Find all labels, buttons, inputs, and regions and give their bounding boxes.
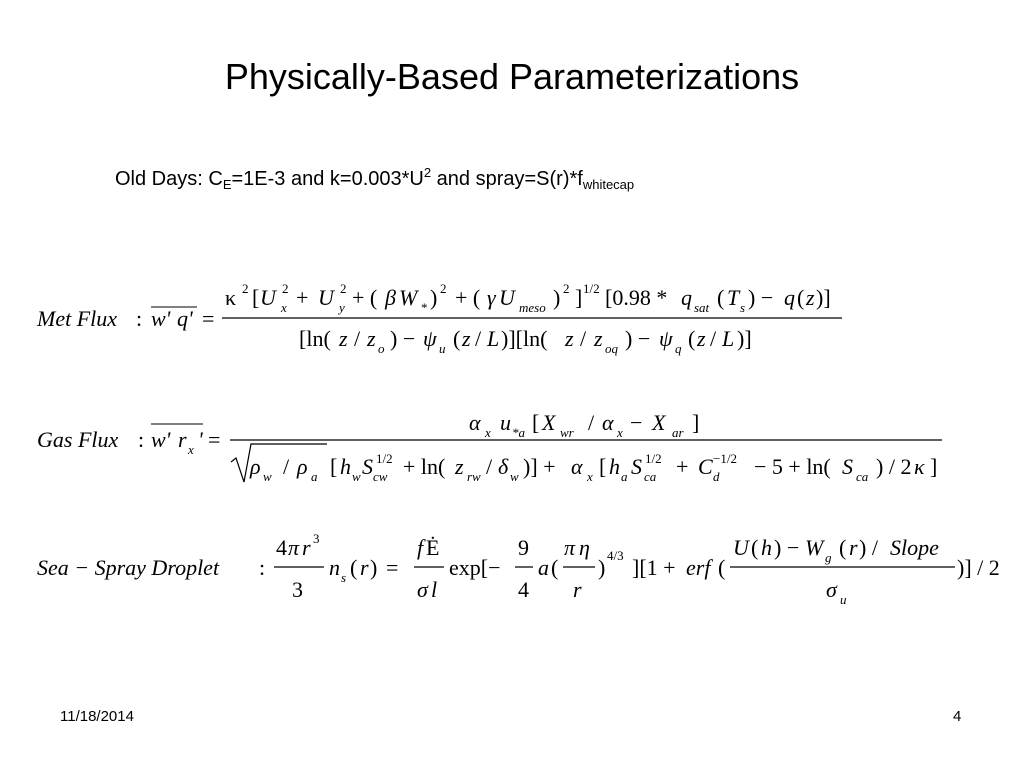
svg-text:/: / [486,454,493,479]
svg-text:exp[−: exp[− [449,555,501,580]
svg-text:): ) [370,555,378,580]
old-days-mid2: and spray=S(r)*f [431,168,583,190]
svg-text:1/2: 1/2 [376,451,393,466]
svg-text:/: / [283,454,290,479]
svg-text:3: 3 [313,531,320,546]
svg-text:π: π [288,535,300,560]
svg-text:2: 2 [282,281,289,296]
svg-text:a: a [621,469,628,484]
u-superscript: 2 [423,165,432,180]
svg-text:(: ( [751,535,759,560]
svg-text:z: z [565,326,574,351]
svg-text:4: 4 [276,535,287,560]
svg-text:=: = [386,555,399,580]
svg-text:): ) [430,285,438,310]
svg-text:sat: sat [694,300,710,315]
svg-text:w': w' [151,427,171,452]
svg-text:Ė: Ė [426,535,440,560]
svg-text:r: r [573,577,582,602]
svg-text:u: u [840,592,847,607]
svg-text:erf: erf [686,555,711,580]
svg-text:=: = [202,306,215,331]
svg-text:h: h [609,454,620,479]
svg-text:[: [ [599,454,607,479]
slide-title: Physically-Based Parameterizations [224,56,800,97]
svg-text:w': w' [151,306,171,331]
svg-text:): ) [553,285,561,310]
svg-text:3: 3 [292,577,303,602]
sea-spray-equation [0,520,1024,610]
svg-text:y: y [339,300,345,315]
svg-text:][1 +: ][1 + [632,555,676,580]
svg-text:o: o [378,341,385,356]
svg-text:*a: *a [512,425,525,440]
svg-text:/: / [710,326,717,351]
svg-text:) −: ) − [390,326,416,351]
svg-text:Gas Flux: Gas Flux [37,427,119,452]
svg-text:) −: ) − [625,326,651,351]
svg-text:z: z [462,326,471,351]
svg-text:δ: δ [498,454,509,479]
svg-text:wr: wr [560,425,574,440]
svg-text:ca: ca [644,469,657,484]
svg-text:(: ( [839,535,847,560]
svg-text:L: L [487,326,500,351]
svg-text:x: x [617,425,623,440]
old-days-prefix: Old Days: C [115,168,223,190]
svg-text:w: w [352,469,361,484]
svg-text:/: / [475,326,482,351]
svg-text:S: S [362,454,373,479]
svg-text:γ: γ [487,285,496,310]
old-days-mid1: =1E-3 and k=0.003*U [231,168,424,190]
svg-text:)] +: )] + [523,454,556,479]
svg-text:r: r [360,555,369,580]
svg-text:q: q [681,285,692,310]
svg-text:U: U [733,535,749,560]
svg-text:): ) [598,555,606,580]
svg-text::: : [138,427,145,452]
svg-text:α: α [602,410,614,435]
svg-text:w: w [263,469,272,484]
svg-text:cw: cw [373,469,388,484]
svg-text::: : [259,555,266,580]
svg-text:x: x [188,442,194,457]
svg-text:q': q' [177,306,193,331]
svg-text:+ (: + ( [455,285,481,310]
svg-text:π: π [564,535,576,560]
svg-text:− 5 + ln(: − 5 + ln( [754,454,831,479]
svg-text:ρ: ρ [250,454,261,479]
svg-text:η: η [579,535,590,560]
svg-text:z: z [367,326,376,351]
met-flux-equation [0,270,1024,360]
svg-text:(: ( [718,555,726,580]
svg-text:)]: )] [816,285,831,310]
svg-text:β: β [385,285,396,310]
svg-text:(: ( [551,555,559,580]
svg-text:−: − [630,410,643,435]
ce-subscript: E [222,177,232,192]
svg-text:/: / [354,326,361,351]
svg-text:': ' [198,427,203,452]
svg-text:s: s [740,300,746,315]
svg-text:X: X [652,410,666,435]
svg-text:σ: σ [826,577,837,602]
svg-text:rw: rw [467,469,481,484]
svg-text:u: u [439,341,446,356]
svg-text:]: ] [692,410,700,435]
svg-text:) −: ) − [748,285,774,310]
svg-text:9: 9 [518,535,529,560]
svg-text:S: S [631,454,642,479]
svg-text:ψ: ψ [423,326,437,351]
svg-text:+ ln(: + ln( [403,454,446,479]
svg-text:4/3: 4/3 [607,548,624,563]
svg-text:g: g [825,550,832,565]
svg-text:h: h [340,454,351,479]
svg-text:σ: σ [417,577,428,602]
svg-text:Sea − Spray Droplet: Sea − Spray Droplet [37,555,220,580]
svg-text:d: d [713,469,720,484]
svg-text:z: z [697,326,706,351]
svg-text:x: x [281,300,287,315]
svg-text:[ln(: [ln( [299,326,331,351]
svg-text:κ: κ [914,454,925,479]
svg-text:) −: ) − [774,535,800,560]
svg-text:) / 2: ) / 2 [876,454,912,479]
svg-text:oq: oq [605,341,618,356]
old-days-line [115,165,634,192]
svg-text:1/2: 1/2 [645,451,662,466]
svg-text:α: α [469,410,481,435]
svg-text:q: q [675,341,682,356]
svg-text:a: a [538,555,549,580]
svg-text:U: U [260,285,276,310]
svg-text:[: [ [330,454,338,479]
svg-text:ar: ar [672,425,684,440]
svg-text:+: + [676,454,689,479]
svg-text:α: α [571,454,583,479]
footer-date: 11/18/2014 [60,708,134,725]
svg-text:]: ] [575,285,583,310]
svg-text:z: z [806,285,815,310]
svg-text:4: 4 [518,577,529,602]
svg-text:−1/2: −1/2 [713,451,737,466]
svg-text:1/2: 1/2 [583,281,600,296]
svg-text:2: 2 [340,281,347,296]
svg-text:z: z [594,326,603,351]
svg-text:2: 2 [563,281,570,296]
svg-text:/: / [580,326,587,351]
svg-text:n: n [329,555,340,580]
svg-text:/: / [588,410,595,435]
svg-text:κ: κ [225,285,237,310]
svg-text:2: 2 [242,281,249,296]
svg-text:L: L [722,326,735,351]
slide-number: 4 [953,708,962,725]
svg-text:u: u [500,410,511,435]
svg-text:z: z [339,326,348,351]
svg-text:]: ] [930,454,938,479]
svg-text:+ (: + ( [352,285,378,310]
gas-flux-equation [0,400,1024,500]
svg-text:r: r [302,535,311,560]
svg-text:W: W [805,535,824,560]
svg-text:*: * [421,300,428,315]
svg-text:z: z [455,454,464,479]
whitecap-subscript: whitecap [582,177,635,192]
svg-text:X: X [542,410,556,435]
svg-text:C: C [698,454,713,479]
svg-text:a: a [311,469,318,484]
svg-text:(: ( [453,326,461,351]
svg-text:s: s [341,570,347,585]
svg-text:l: l [431,577,438,602]
svg-text:(: ( [797,285,805,310]
svg-text:[: [ [532,410,540,435]
svg-text:Slope: Slope [890,535,939,560]
svg-text:ca: ca [856,469,869,484]
svg-text:(: ( [688,326,696,351]
svg-text:h: h [761,535,772,560]
svg-text:W: W [399,285,418,310]
svg-text:)] / 2: )] / 2 [957,555,1000,580]
svg-text::: : [136,306,143,331]
svg-text:T: T [727,285,740,310]
svg-text:U: U [499,285,515,310]
svg-text:r: r [178,427,187,452]
svg-text:r: r [849,535,858,560]
svg-text:S: S [842,454,853,479]
svg-text:Met Flux: Met Flux [37,306,118,331]
svg-text:meso: meso [519,300,546,315]
svg-text:(: ( [350,555,358,580]
svg-text:ρ: ρ [297,454,308,479]
svg-text:f: f [417,535,424,560]
svg-text:=: = [208,427,221,452]
svg-text:[0.98 *: [0.98 * [605,285,668,310]
svg-text:[: [ [252,285,260,310]
svg-text:q: q [784,285,795,310]
svg-text:x: x [587,469,593,484]
svg-text:)][ln(: )][ln( [501,326,548,351]
svg-text:)]: )] [737,326,752,351]
svg-text:U: U [318,285,334,310]
svg-text:w: w [510,469,519,484]
svg-text:(: ( [717,285,725,310]
svg-text:+: + [296,285,309,310]
svg-text:x: x [485,425,491,440]
svg-text:ψ: ψ [659,326,673,351]
svg-text:2: 2 [440,281,447,296]
svg-text:) /: ) / [859,535,878,560]
